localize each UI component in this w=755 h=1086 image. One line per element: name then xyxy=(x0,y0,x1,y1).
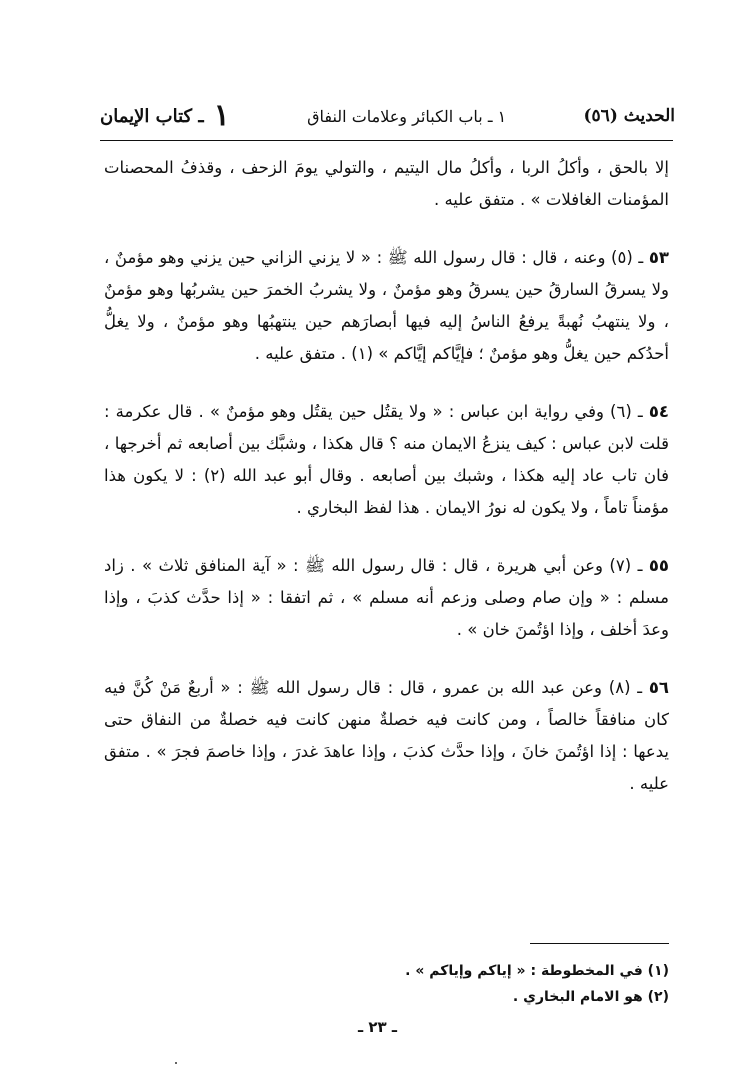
hadith-reference: الحديث (٥٦) xyxy=(583,106,675,126)
hadith-number: ٥٣ xyxy=(648,248,669,267)
book-title: ـ كتاب الإيمان xyxy=(100,105,204,127)
hadith-number: ٥٤ xyxy=(648,402,669,421)
hadith-54 xyxy=(104,396,669,524)
paragraph-text: ـ (٥) وعنه ، قال : قال رسول الله ﷺ : « لا يزني الزاني حين يزني وهو مؤمنٌ ، ولا يسرقُ السارقُ حين يسرقُ وهو مؤمنٌ ، ولا يشربُ الخمرَ حين يشربُها وهو مؤمنٌ ، ولا ينتهبُ نُهبةً يرفعُ الناسُ إليه فيها أبصارَهم حين ينتهبُها وهو مؤمنٌ ، ولا يغلُّ أحدُكم حين يغلُّ وهو مؤمنٌ ؛ فإيَّاكم إيَّاكم » (١) . متفق عليه . xyxy=(104,248,669,363)
hadith-55 xyxy=(104,550,669,646)
hadith-53 xyxy=(104,242,669,370)
main-text xyxy=(104,152,669,800)
hadith-number: ٥٥ xyxy=(648,556,669,575)
page-header xyxy=(100,98,675,134)
page-number: ـ ٢٣ ـ xyxy=(357,1018,398,1036)
header-book xyxy=(100,98,230,133)
paragraph-text: ـ (٧) وعن أبي هريرة ، قال : قال رسول الله ﷺ : « آية المنافق ثلاث » . زاد مسلم : « وإن صام وصلى وزعم أنه مسلم » ، ثم اتفقا : « إذا حدَّث كذبَ ، وإذا وعدَ أخلف ، وإذا اؤتُمنَ خان » . xyxy=(104,556,669,639)
hadith-56 xyxy=(104,672,669,800)
hadith-number: ٥٦ xyxy=(648,678,669,697)
footnote-1: (١) في المخطوطة : « إياكم وإياكم » . xyxy=(405,963,669,979)
paragraph-text: ـ (٨) وعن عبد الله بن عمرو ، قال : قال رسول الله ﷺ : « أربعٌ مَنْ كُنَّ فيه كان منافقاً خالصاً ، ومن كانت فيه خصلةٌ منهن كانت فيه خصلةٌ من النفاق حتى يدعها : إذا اؤتُمنَ خانَ ، وإذا حدَّث كذبَ ، وإذا عاهدَ غدرَ ، وإذا خاصمَ فجرَ » . متفق عليه . xyxy=(104,678,669,793)
paragraph-continuation xyxy=(104,152,669,216)
footnote-2: (٢) هو الامام البخاري . xyxy=(512,989,669,1005)
paragraph-text: إلا بالحق ، وأكلُ الربا ، وأكلُ مال اليتيم ، والتولي يومَ الزحف ، وقذفُ المحصنات المؤمنات الغافلات » . متفق عليه . xyxy=(104,158,669,209)
paragraph-text: ـ (٦) وفي رواية ابن عباس : « ولا يقتُل حين يقتُل وهو مؤمنٌ » . قال عكرمة : قلت لابن عباس : كيف ينزعُ الايمان منه ؟ قال هكذا ، وشبَّك بين أصابعه ثم أخرجها ، فان تاب عاد إليه هكذا ، وشبك بين أصابعه . وقال أبو عبد الله (٢) : لا يكون هذا مؤمناً تاماً ، ولا يكون له نورُ الايمان . هذا لفظ البخاري . xyxy=(104,402,669,517)
scan-speck xyxy=(175,1062,177,1064)
book-number: ١ xyxy=(213,98,230,133)
footnotes xyxy=(104,958,669,1010)
header-rule xyxy=(100,140,673,141)
chapter-title: ١ ـ باب الكبائر وعلامات النفاق xyxy=(307,106,507,126)
footnote-rule xyxy=(530,943,669,944)
